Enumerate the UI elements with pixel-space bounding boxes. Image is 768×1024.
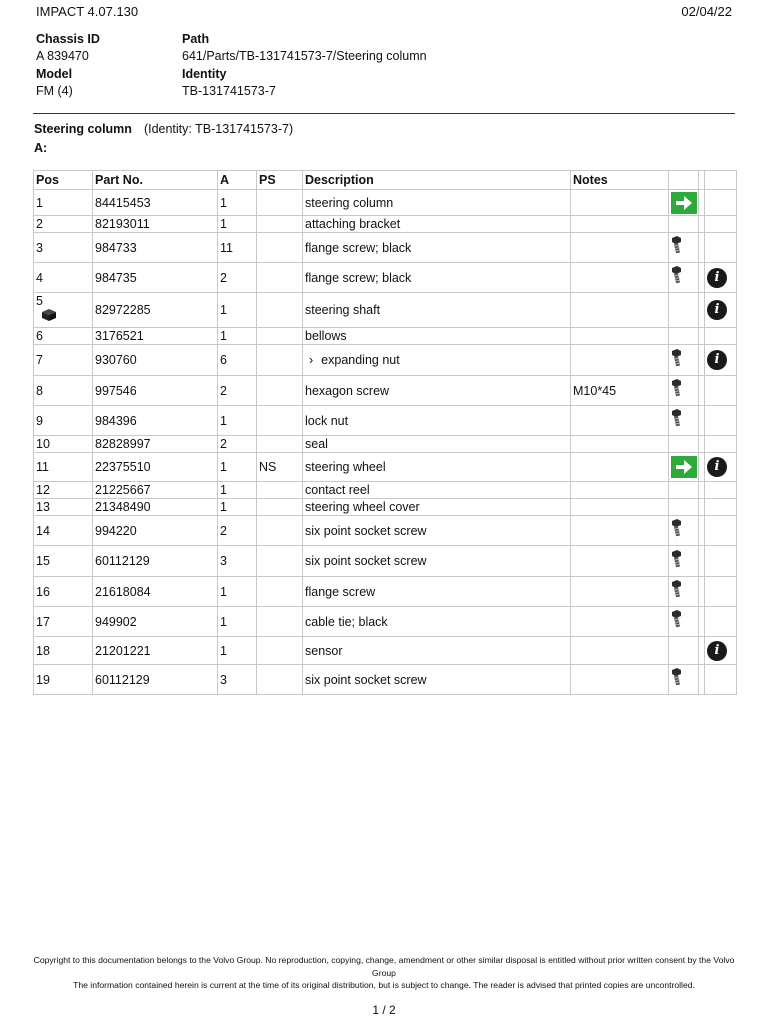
cell-image	[669, 328, 699, 345]
cell-image	[669, 482, 699, 499]
cell-ps	[257, 263, 303, 293]
cell-part-no: 21201221	[93, 637, 218, 665]
cell-part-no: 82193011	[93, 216, 218, 233]
cell-ps	[257, 516, 303, 546]
cell-a: 2	[218, 376, 257, 406]
cell-image	[669, 293, 699, 328]
cell-part-no: 984733	[93, 233, 218, 263]
cell-description: steering wheel cover	[303, 499, 571, 516]
cell-ps: NS	[257, 453, 303, 482]
cell-a: 2	[218, 516, 257, 546]
print-date: 02/04/22	[681, 4, 732, 19]
cell-ps	[257, 233, 303, 263]
cell-pos: 1	[34, 190, 93, 216]
cell-description: steering shaft	[303, 293, 571, 328]
cell-image	[669, 233, 699, 263]
cell-notes	[571, 665, 669, 695]
cell-notes	[571, 516, 669, 546]
identity-label: Identity	[182, 67, 227, 81]
cell-info	[705, 436, 737, 453]
cell-notes	[571, 637, 669, 665]
screw-image-icon[interactable]	[671, 518, 685, 543]
table-row	[34, 406, 737, 436]
cell-ps	[257, 406, 303, 436]
table-row	[34, 482, 737, 499]
part-box-icon[interactable]	[42, 309, 90, 324]
cell-info	[705, 406, 737, 436]
section-identity: (Identity: TB-131741573-7)	[143, 122, 294, 136]
table-row	[34, 328, 737, 345]
cell-a: 6	[218, 345, 257, 376]
cell-a: 1	[218, 577, 257, 607]
cell-notes	[571, 546, 669, 577]
cell-image	[669, 190, 699, 216]
cell-ps	[257, 482, 303, 499]
parts-table	[33, 170, 737, 695]
table-row	[34, 453, 737, 482]
cell-ps	[257, 499, 303, 516]
section-heading	[34, 122, 293, 136]
cell-ps	[257, 328, 303, 345]
cell-notes	[571, 406, 669, 436]
cell-image	[669, 577, 699, 607]
cell-info	[705, 453, 737, 482]
cell-part-no: 984735	[93, 263, 218, 293]
copyright-footer	[30, 954, 738, 992]
cell-info	[705, 482, 737, 499]
description-text: expanding nut	[321, 353, 400, 367]
cell-description: flange screw; black	[303, 233, 571, 263]
cell-description: lock nut	[303, 406, 571, 436]
cell-info	[705, 607, 737, 637]
pos-text: 5	[36, 294, 43, 308]
cell-part-no: 22375510	[93, 453, 218, 482]
cell-pos: 8	[34, 376, 93, 406]
cell-notes	[571, 577, 669, 607]
table-row	[34, 607, 737, 637]
disclaimer-text: The information contained herein is current at the time of its original distribution, but is subject to change. The reader is advised that printed copies are uncontrolled.	[73, 980, 695, 990]
cell-ps	[257, 637, 303, 665]
table-row	[34, 190, 737, 216]
cell-image	[669, 263, 699, 293]
cell-info	[705, 345, 737, 376]
cell-image	[669, 436, 699, 453]
chassis-id-label: Chassis ID	[36, 32, 100, 46]
col-notes: Notes	[571, 171, 669, 190]
cell-description: bellows	[303, 328, 571, 345]
cell-image	[669, 376, 699, 406]
expand-chevron-icon[interactable]: ›	[309, 353, 314, 367]
page-number: 1 / 2	[372, 1003, 396, 1017]
cell-ps	[257, 376, 303, 406]
cell-a: 2	[218, 436, 257, 453]
cell-info	[705, 577, 737, 607]
info-icon[interactable]: i	[707, 268, 727, 288]
cell-info	[705, 546, 737, 577]
cell-description: flange screw; black	[303, 263, 571, 293]
cell-a: 2	[218, 263, 257, 293]
cell-notes	[571, 233, 669, 263]
cell-info	[705, 233, 737, 263]
cell-image	[669, 216, 699, 233]
cell-pos: 15	[34, 546, 93, 577]
cell-info	[705, 637, 737, 665]
cell-pos: 19	[34, 665, 93, 695]
cell-image	[669, 546, 699, 577]
table-row	[34, 577, 737, 607]
cell-description: flange screw	[303, 577, 571, 607]
table-header-row	[34, 171, 737, 190]
cell-ps	[257, 577, 303, 607]
cell-pos: 14	[34, 516, 93, 546]
cell-part-no: 984396	[93, 406, 218, 436]
cell-pos: 16	[34, 577, 93, 607]
cell-info	[705, 376, 737, 406]
cell-description: sensor	[303, 637, 571, 665]
cell-image	[669, 499, 699, 516]
col-ps: PS	[257, 171, 303, 190]
cell-a: 1	[218, 406, 257, 436]
screw-image-icon[interactable]	[671, 408, 685, 433]
info-icon[interactable]: i	[707, 350, 727, 370]
screw-image-icon[interactable]	[671, 235, 685, 260]
cell-description: steering column	[303, 190, 571, 216]
cell-a: 11	[218, 233, 257, 263]
info-icon[interactable]: i	[707, 300, 727, 320]
cell-ps	[257, 665, 303, 695]
cell-pos: 7	[34, 345, 93, 376]
table-row	[34, 293, 737, 328]
cell-info	[705, 499, 737, 516]
table-row	[34, 376, 737, 406]
cell-pos	[34, 293, 93, 328]
table-row	[34, 516, 737, 546]
cell-notes: M10*45	[571, 376, 669, 406]
screw-image-icon[interactable]	[671, 667, 685, 692]
path-value: 641/Parts/TB-131741573-7/Steering column	[182, 49, 427, 63]
table-row	[34, 436, 737, 453]
cell-notes	[571, 436, 669, 453]
cell-pos: 9	[34, 406, 93, 436]
cell-ps	[257, 216, 303, 233]
table-row	[34, 637, 737, 665]
cell-notes	[571, 482, 669, 499]
table-row	[34, 263, 737, 293]
cell-pos: 11	[34, 453, 93, 482]
cell-notes	[571, 453, 669, 482]
cell-info	[705, 190, 737, 216]
table-row	[34, 233, 737, 263]
cell-a: 1	[218, 216, 257, 233]
cell-info	[705, 293, 737, 328]
cell-a: 1	[218, 482, 257, 499]
arrow-right-icon[interactable]	[671, 456, 697, 478]
cell-ps	[257, 190, 303, 216]
cell-a: 3	[218, 665, 257, 695]
cell-info	[705, 216, 737, 233]
table-row	[34, 665, 737, 695]
cell-ps	[257, 293, 303, 328]
cell-notes	[571, 216, 669, 233]
cell-part-no: 930760	[93, 345, 218, 376]
cell-pos: 4	[34, 263, 93, 293]
cell-notes	[571, 499, 669, 516]
cell-part-no: 21225667	[93, 482, 218, 499]
cell-part-no: 82828997	[93, 436, 218, 453]
cell-ps	[257, 345, 303, 376]
copyright-text: Copyright to this documentation belongs to the Volvo Group. No reproduction, copying, change, amendment or other similar disposal is entitled without prior written consent by the Volvo Group	[33, 955, 735, 978]
cell-part-no: 82972285	[93, 293, 218, 328]
cell-image	[669, 453, 699, 482]
info-icon[interactable]: i	[707, 457, 727, 477]
cell-description: contact reel	[303, 482, 571, 499]
cell-part-no: 3176521	[93, 328, 218, 345]
section-group-label: A:	[34, 141, 48, 155]
cell-pos: 10	[34, 436, 93, 453]
cell-image	[669, 516, 699, 546]
cell-part-no: 60112129	[93, 665, 218, 695]
cell-pos: 12	[34, 482, 93, 499]
cell-image	[669, 607, 699, 637]
info-icon[interactable]: i	[707, 641, 727, 661]
cell-pos: 13	[34, 499, 93, 516]
cell-info	[705, 328, 737, 345]
chassis-id-value: A 839470	[36, 49, 89, 63]
table-row	[34, 345, 737, 376]
cell-part-no: 60112129	[93, 546, 218, 577]
cell-a: 1	[218, 637, 257, 665]
cell-image	[669, 406, 699, 436]
screw-image-icon[interactable]	[671, 265, 685, 290]
cell-info	[705, 263, 737, 293]
cell-description: attaching bracket	[303, 216, 571, 233]
cell-part-no: 997546	[93, 376, 218, 406]
cell-notes	[571, 345, 669, 376]
col-part-no: Part No.	[93, 171, 218, 190]
cell-ps	[257, 436, 303, 453]
cell-notes	[571, 607, 669, 637]
table-row	[34, 216, 737, 233]
cell-part-no: 949902	[93, 607, 218, 637]
col-pos: Pos	[34, 171, 93, 190]
col-info	[705, 171, 737, 190]
cell-description: cable tie; black	[303, 607, 571, 637]
col-description: Description	[303, 171, 571, 190]
col-a: A	[218, 171, 257, 190]
col-image	[669, 171, 699, 190]
cell-a: 1	[218, 499, 257, 516]
header-divider	[33, 113, 735, 114]
screw-image-icon[interactable]	[671, 348, 685, 373]
model-label: Model	[36, 67, 73, 81]
path-label: Path	[182, 32, 210, 46]
cell-pos: 2	[34, 216, 93, 233]
cell-part-no: 84415453	[93, 190, 218, 216]
cell-notes	[571, 293, 669, 328]
cell-a: 1	[218, 453, 257, 482]
cell-description: seal	[303, 436, 571, 453]
model-value: FM (4)	[36, 84, 73, 98]
cell-info	[705, 665, 737, 695]
table-row	[34, 499, 737, 516]
cell-image	[669, 345, 699, 376]
cell-a: 1	[218, 328, 257, 345]
cell-notes	[571, 328, 669, 345]
screw-image-icon[interactable]	[671, 549, 685, 574]
cell-a: 1	[218, 190, 257, 216]
cell-notes	[571, 263, 669, 293]
cell-image	[669, 637, 699, 665]
cell-info	[705, 516, 737, 546]
cell-a: 1	[218, 293, 257, 328]
identity-value: TB-131741573-7	[182, 84, 276, 98]
cell-part-no: 21618084	[93, 577, 218, 607]
cell-notes	[571, 190, 669, 216]
cell-description: six point socket screw	[303, 546, 571, 577]
cell-image	[669, 665, 699, 695]
cell-pos: 17	[34, 607, 93, 637]
cell-a: 3	[218, 546, 257, 577]
table-row	[34, 546, 737, 577]
screw-image-icon[interactable]	[671, 609, 685, 634]
arrow-right-icon[interactable]	[671, 192, 697, 214]
app-version: IMPACT 4.07.130	[36, 4, 139, 19]
cell-pos: 18	[34, 637, 93, 665]
cell-part-no: 21348490	[93, 499, 218, 516]
cell-description: steering wheel	[303, 453, 571, 482]
cell-ps	[257, 546, 303, 577]
cell-part-no: 994220	[93, 516, 218, 546]
cell-a: 1	[218, 607, 257, 637]
cell-pos: 6	[34, 328, 93, 345]
screw-image-icon[interactable]	[671, 579, 685, 604]
cell-pos: 3	[34, 233, 93, 263]
cell-ps	[257, 607, 303, 637]
cell-description: six point socket screw	[303, 665, 571, 695]
cell-description: hexagon screw	[303, 376, 571, 406]
section-title: Steering column	[34, 122, 132, 136]
cell-description: six point socket screw	[303, 516, 571, 546]
screw-image-icon[interactable]	[671, 378, 685, 403]
cell-description	[303, 345, 571, 376]
parts-table-body	[34, 190, 737, 695]
